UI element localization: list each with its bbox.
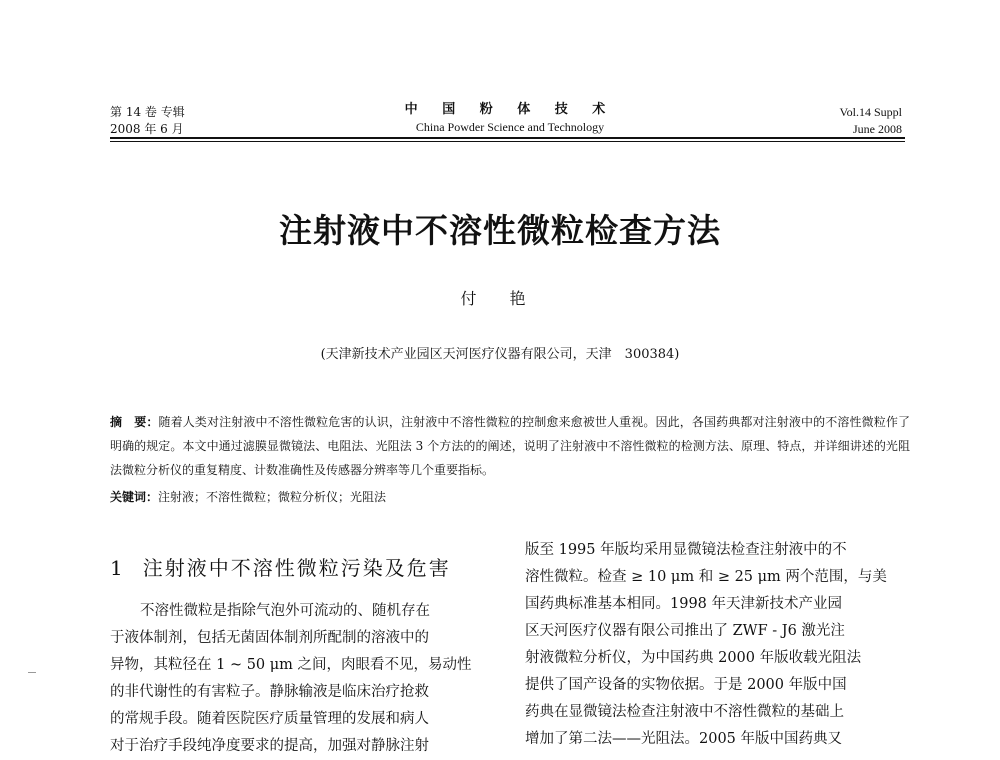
- keywords-text: 注射液；不溶性微粒；微粒分析仪；光阻法: [158, 490, 387, 504]
- running-header-volume: [110, 104, 185, 138]
- article-author: 付 艳: [460, 289, 540, 308]
- paragraph-line: 异物，其粒径在 1 ~ 50 μm 之间，肉眼看不见，易动性: [110, 657, 472, 673]
- section-number: 1: [110, 556, 125, 580]
- paragraph-line: 的非代谢性的有害粒子。静脉输液是临床治疗抢救: [110, 684, 429, 700]
- paragraph-line: 射液微粒分析仪，为中国药典 2000 年版收载光阻法: [525, 650, 862, 666]
- publication-date-en: June 2008: [853, 122, 902, 136]
- journal-name-en: China Powder Science and Technology: [415, 120, 605, 134]
- keywords-label: 关键词：: [110, 490, 159, 504]
- section-heading: [110, 552, 510, 581]
- section-title: 注射液中不溶性微粒污染及危害: [142, 556, 451, 580]
- paragraph-line: 的常规手段。随着医院医疗质量管理的发展和病人: [110, 711, 429, 727]
- paragraph-line: 不溶性微粒是指除气泡外可流动的、随机存在: [140, 603, 430, 619]
- paragraph-line: 版至 1995 年版均采用显微镜法检查注射液中的不: [525, 542, 847, 558]
- right-column: [525, 537, 913, 753]
- abstract-label: 摘 要：: [110, 415, 159, 429]
- abstract: [110, 410, 910, 482]
- abstract-text: 随着人类对注射液中不溶性微粒危害的认识，注射液中不溶性微粒的控制愈来愈被世人重视。因此，各国药典都对注射液中的不溶性微粒作了明确的规定。本文中通过滤膜显微镜法、电阻法、光阻法 3 个方法的的阐述，说明了注射液中不溶性微粒的检测方法、原理、特点，并详细讲述的光阻法微粒分析仪的重复精度、计数准确性及传感器分辨率等几个重要指标。: [110, 415, 910, 477]
- paragraph-line: 溶性微粒。检查 ≥ 10 μm 和 ≥ 25 μm 两个范围，与美: [525, 569, 887, 585]
- journal-name-cn: 中 国 粉 体 技 术: [404, 102, 616, 117]
- header-rule-thin: [110, 141, 905, 142]
- paragraph-line: 对于治疗手段纯净度要求的提高，加强对静脉注射: [110, 738, 429, 754]
- paragraph-line: 药典在显微镜法检查注射液中不溶性微粒的基础上: [525, 704, 844, 720]
- running-header-journal: [380, 101, 640, 136]
- article-title: 注射液中不溶性微粒检查方法: [279, 211, 721, 250]
- paragraph-line: 于液体制剂，包括无菌固体制剂所配制的溶液中的: [110, 630, 429, 646]
- scan-margin-mark: [28, 672, 36, 673]
- paragraph-line: 国药典标准基本相同。1998 年天津新技术产业园: [525, 596, 843, 612]
- header-rule-thick: [110, 137, 905, 139]
- author-affiliation: (天津新技术产业园区天河医疗仪器有限公司，天津 300384): [320, 347, 680, 362]
- volume-issue: 第 14 卷 专辑: [110, 105, 185, 119]
- keywords: [110, 485, 910, 509]
- paragraph-line: 区天河医疗仪器有限公司推出了 ZWF - J6 激光注: [525, 623, 845, 639]
- volume-issue-en: Vol.14 Suppl: [839, 105, 902, 119]
- running-header-volume-en: [840, 104, 902, 138]
- publication-date: 2008 年 6 月: [110, 122, 184, 136]
- paragraph-line: 提供了国产设备的实物依据。于是 2000 年版中国: [525, 677, 847, 693]
- left-column: [110, 598, 495, 760]
- paragraph-line: 增加了第二法——光阻法。2005 年版中国药典又: [525, 731, 843, 747]
